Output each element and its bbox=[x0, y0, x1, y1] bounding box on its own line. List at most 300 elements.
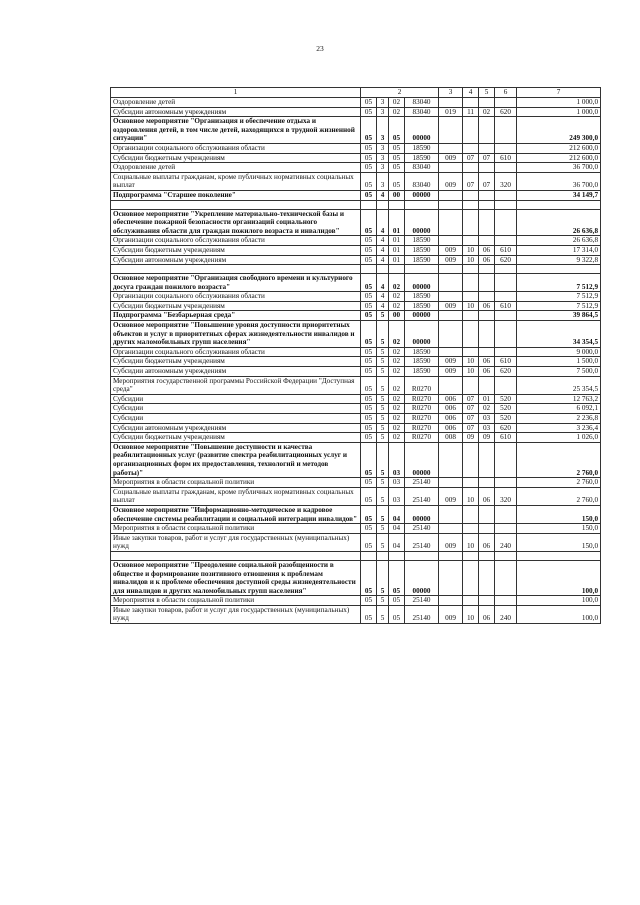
code-direction: R0270 bbox=[405, 414, 439, 424]
row-amount: 150,0 bbox=[517, 505, 601, 523]
spacer-cell bbox=[495, 265, 517, 274]
row-amount: 7 512,9 bbox=[517, 301, 601, 311]
code-direction: 00000 bbox=[405, 117, 439, 144]
table-row bbox=[111, 376, 601, 394]
row-name: Мероприятия в области социальной политики bbox=[111, 596, 361, 606]
code-subprogram: 5 bbox=[377, 433, 389, 443]
code-event: 02 bbox=[389, 376, 405, 394]
header-cell: 1 bbox=[111, 88, 361, 98]
table-row bbox=[111, 172, 601, 190]
code-expense-type bbox=[495, 292, 517, 302]
code-program: 05 bbox=[361, 605, 377, 623]
code-expense-type: 620 bbox=[495, 367, 517, 377]
table-row bbox=[111, 394, 601, 404]
code-section: 07 bbox=[463, 172, 479, 190]
spacer-cell bbox=[463, 551, 479, 560]
row-amount: 7 500,0 bbox=[517, 367, 601, 377]
code-subprogram: 5 bbox=[377, 311, 389, 321]
code-subsection bbox=[479, 98, 495, 108]
code-subprogram: 5 bbox=[377, 442, 389, 477]
code-expense-type: 320 bbox=[495, 487, 517, 505]
spacer-cell bbox=[495, 551, 517, 560]
spacer-cell bbox=[405, 265, 439, 274]
code-section bbox=[463, 347, 479, 357]
code-program: 05 bbox=[361, 533, 377, 551]
table-row bbox=[111, 414, 601, 424]
table-row bbox=[111, 292, 601, 302]
row-name: Основное мероприятие "Укрепление материально-технической базы и обеспечение пожарной безопасности организаций социального обслуживания области для граждан пожилого возраста и инвалидов" bbox=[111, 209, 361, 236]
table-row bbox=[111, 357, 601, 367]
code-direction: 83040 bbox=[405, 172, 439, 190]
code-program: 05 bbox=[361, 163, 377, 173]
row-name: Подпрограмма "Безбарьерная среда" bbox=[111, 311, 361, 321]
code-event: 05 bbox=[389, 596, 405, 606]
code-event: 02 bbox=[389, 347, 405, 357]
spacer-cell bbox=[517, 551, 601, 560]
row-name: Мероприятия в области социальной политики bbox=[111, 478, 361, 488]
row-name: Организации социального обслуживания области bbox=[111, 236, 361, 246]
code-section: 09 bbox=[463, 433, 479, 443]
code-section bbox=[463, 190, 479, 200]
header-cell: 7 bbox=[517, 88, 601, 98]
row-amount: 17 314,0 bbox=[517, 245, 601, 255]
row-amount: 36 700,0 bbox=[517, 172, 601, 190]
code-expense-type bbox=[495, 478, 517, 488]
code-event: 03 bbox=[389, 478, 405, 488]
code-direction: 18590 bbox=[405, 301, 439, 311]
code-expense-type bbox=[495, 274, 517, 292]
code-subsection: 06 bbox=[479, 605, 495, 623]
spacer-row bbox=[111, 551, 601, 560]
row-name: Основное мероприятие "Информационно-методическое и кадровое обеспечение системы реабилитации и социальной интеграции инвалидов" bbox=[111, 505, 361, 523]
code-direction: 00000 bbox=[405, 321, 439, 348]
spacer-cell bbox=[389, 265, 405, 274]
code-event: 01 bbox=[389, 236, 405, 246]
code-grbs: 009 bbox=[439, 487, 463, 505]
code-expense-type bbox=[495, 236, 517, 246]
code-subprogram: 4 bbox=[377, 301, 389, 311]
code-section bbox=[463, 209, 479, 236]
row-name: Субсидии бюджетным учреждениям bbox=[111, 245, 361, 255]
code-event: 04 bbox=[389, 533, 405, 551]
code-event: 02 bbox=[389, 98, 405, 108]
code-direction: 25140 bbox=[405, 487, 439, 505]
code-grbs bbox=[439, 292, 463, 302]
spacer-cell bbox=[389, 551, 405, 560]
code-grbs bbox=[439, 190, 463, 200]
table-row bbox=[111, 442, 601, 477]
code-program: 05 bbox=[361, 255, 377, 265]
row-amount: 2 760,0 bbox=[517, 487, 601, 505]
code-direction: 00000 bbox=[405, 274, 439, 292]
code-section: 07 bbox=[463, 404, 479, 414]
code-direction: 00000 bbox=[405, 442, 439, 477]
code-subsection bbox=[479, 560, 495, 595]
row-name: Социальные выплаты гражданам, кроме публичных нормативных социальных выплат bbox=[111, 487, 361, 505]
row-name: Субсидии bbox=[111, 414, 361, 424]
code-section bbox=[463, 560, 479, 595]
code-subprogram: 5 bbox=[377, 524, 389, 534]
code-direction: 25140 bbox=[405, 478, 439, 488]
row-name: Основное мероприятие "Организация и обеспечение отдыха и оздоровления детей, в том числе детей, находящихся в трудной жизненной ситуации" bbox=[111, 117, 361, 144]
code-grbs bbox=[439, 163, 463, 173]
code-subprogram: 5 bbox=[377, 423, 389, 433]
code-subprogram: 3 bbox=[377, 107, 389, 117]
header-cell: 4 bbox=[463, 88, 479, 98]
table-header-row bbox=[111, 88, 601, 98]
row-amount: 100,0 bbox=[517, 560, 601, 595]
code-grbs bbox=[439, 209, 463, 236]
spacer-cell bbox=[361, 551, 377, 560]
code-direction: 18590 bbox=[405, 347, 439, 357]
budget-table bbox=[110, 87, 601, 624]
row-name: Мероприятия в области социальной политики bbox=[111, 524, 361, 534]
code-subprogram: 4 bbox=[377, 255, 389, 265]
code-expense-type: 240 bbox=[495, 605, 517, 623]
code-direction: 18590 bbox=[405, 255, 439, 265]
row-amount: 26 636,8 bbox=[517, 236, 601, 246]
row-name: Оздоровление детей bbox=[111, 98, 361, 108]
code-grbs: 008 bbox=[439, 433, 463, 443]
code-event: 02 bbox=[389, 404, 405, 414]
code-event: 05 bbox=[389, 143, 405, 153]
row-amount: 2 760,0 bbox=[517, 478, 601, 488]
code-section bbox=[463, 98, 479, 108]
code-grbs: 006 bbox=[439, 404, 463, 414]
code-direction: R0270 bbox=[405, 394, 439, 404]
code-grbs: 009 bbox=[439, 357, 463, 367]
row-name: Субсидии автономным учреждениям bbox=[111, 423, 361, 433]
code-event: 05 bbox=[389, 163, 405, 173]
row-amount: 39 864,5 bbox=[517, 311, 601, 321]
code-grbs bbox=[439, 505, 463, 523]
code-expense-type bbox=[495, 117, 517, 144]
code-subprogram: 4 bbox=[377, 236, 389, 246]
spacer-cell bbox=[479, 200, 495, 209]
row-name: Основное мероприятие "Повышение уровня доступности приоритетных объектов и услуг в приоритетных сферах жизнедеятельности инвалидов и других маломобильных групп населения" bbox=[111, 321, 361, 348]
spacer-cell bbox=[377, 551, 389, 560]
code-subsection bbox=[479, 117, 495, 144]
code-direction: 18590 bbox=[405, 153, 439, 163]
code-subprogram: 3 bbox=[377, 172, 389, 190]
row-name: Субсидии бюджетным учреждениям bbox=[111, 153, 361, 163]
code-event: 04 bbox=[389, 505, 405, 523]
code-subsection bbox=[479, 311, 495, 321]
row-name: Субсидии bbox=[111, 404, 361, 414]
code-grbs: 019 bbox=[439, 107, 463, 117]
code-subsection bbox=[479, 376, 495, 394]
code-event: 02 bbox=[389, 357, 405, 367]
code-event: 02 bbox=[389, 394, 405, 404]
code-program: 05 bbox=[361, 394, 377, 404]
code-expense-type bbox=[495, 596, 517, 606]
code-section: 10 bbox=[463, 605, 479, 623]
code-section: 07 bbox=[463, 153, 479, 163]
code-grbs: 009 bbox=[439, 153, 463, 163]
row-amount: 36 700,0 bbox=[517, 163, 601, 173]
code-subsection: 09 bbox=[479, 433, 495, 443]
code-program: 05 bbox=[361, 505, 377, 523]
code-expense-type: 620 bbox=[495, 423, 517, 433]
table-row bbox=[111, 311, 601, 321]
code-direction: 18590 bbox=[405, 245, 439, 255]
row-name: Оздоровление детей bbox=[111, 163, 361, 173]
code-grbs: 006 bbox=[439, 414, 463, 424]
spacer-cell bbox=[479, 265, 495, 274]
row-amount: 2 236,8 bbox=[517, 414, 601, 424]
spacer-cell bbox=[439, 551, 463, 560]
code-event: 02 bbox=[389, 274, 405, 292]
code-section bbox=[463, 596, 479, 606]
table-row bbox=[111, 478, 601, 488]
code-program: 05 bbox=[361, 301, 377, 311]
spacer-cell bbox=[111, 265, 361, 274]
table-row bbox=[111, 143, 601, 153]
spacer-cell bbox=[479, 551, 495, 560]
code-grbs bbox=[439, 117, 463, 144]
code-event: 02 bbox=[389, 367, 405, 377]
code-section bbox=[463, 274, 479, 292]
code-expense-type: 610 bbox=[495, 153, 517, 163]
code-subprogram: 5 bbox=[377, 376, 389, 394]
code-subsection bbox=[479, 478, 495, 488]
row-amount: 150,0 bbox=[517, 533, 601, 551]
code-section: 10 bbox=[463, 367, 479, 377]
spacer-cell bbox=[377, 200, 389, 209]
row-name: Подпрограмма "Старшее поколение" bbox=[111, 190, 361, 200]
code-subprogram: 5 bbox=[377, 414, 389, 424]
code-direction: 25140 bbox=[405, 605, 439, 623]
code-program: 05 bbox=[361, 423, 377, 433]
spacer-cell bbox=[405, 551, 439, 560]
code-subprogram: 5 bbox=[377, 533, 389, 551]
code-expense-type bbox=[495, 347, 517, 357]
code-program: 05 bbox=[361, 209, 377, 236]
code-grbs: 009 bbox=[439, 367, 463, 377]
table-row bbox=[111, 524, 601, 534]
row-name: Основное мероприятие "Организация свободного времени и культурного досуга граждан пожилого возраста" bbox=[111, 274, 361, 292]
code-grbs bbox=[439, 478, 463, 488]
code-subsection bbox=[479, 274, 495, 292]
row-name: Субсидии bbox=[111, 394, 361, 404]
code-expense-type: 240 bbox=[495, 533, 517, 551]
code-grbs bbox=[439, 347, 463, 357]
code-program: 05 bbox=[361, 321, 377, 348]
code-event: 01 bbox=[389, 209, 405, 236]
row-amount: 1 000,0 bbox=[517, 98, 601, 108]
code-event: 05 bbox=[389, 153, 405, 163]
code-subprogram: 4 bbox=[377, 209, 389, 236]
code-expense-type: 610 bbox=[495, 301, 517, 311]
code-subsection: 03 bbox=[479, 414, 495, 424]
code-program: 05 bbox=[361, 404, 377, 414]
row-name: Субсидии бюджетным учреждениям bbox=[111, 357, 361, 367]
code-subsection bbox=[479, 321, 495, 348]
table-row bbox=[111, 245, 601, 255]
code-event: 02 bbox=[389, 423, 405, 433]
code-grbs bbox=[439, 376, 463, 394]
row-amount: 9 000,0 bbox=[517, 347, 601, 357]
code-direction: 83040 bbox=[405, 163, 439, 173]
table-row bbox=[111, 505, 601, 523]
code-direction: 18590 bbox=[405, 292, 439, 302]
table-row bbox=[111, 433, 601, 443]
code-direction: 00000 bbox=[405, 311, 439, 321]
code-expense-type bbox=[495, 163, 517, 173]
code-section: 10 bbox=[463, 533, 479, 551]
code-section bbox=[463, 117, 479, 144]
code-program: 05 bbox=[361, 367, 377, 377]
code-section bbox=[463, 143, 479, 153]
code-event: 05 bbox=[389, 117, 405, 144]
code-expense-type bbox=[495, 143, 517, 153]
row-amount: 1 000,0 bbox=[517, 107, 601, 117]
row-amount: 9 322,8 bbox=[517, 255, 601, 265]
code-expense-type: 320 bbox=[495, 172, 517, 190]
row-name: Субсидии автономным учреждениям bbox=[111, 255, 361, 265]
code-event: 04 bbox=[389, 524, 405, 534]
table-row bbox=[111, 274, 601, 292]
code-program: 05 bbox=[361, 117, 377, 144]
header-cell: 6 bbox=[495, 88, 517, 98]
code-program: 05 bbox=[361, 524, 377, 534]
code-grbs bbox=[439, 311, 463, 321]
code-section: 07 bbox=[463, 394, 479, 404]
code-program: 05 bbox=[361, 347, 377, 357]
code-section: 10 bbox=[463, 245, 479, 255]
code-subprogram: 5 bbox=[377, 605, 389, 623]
table-row bbox=[111, 347, 601, 357]
table-row bbox=[111, 487, 601, 505]
row-name: Мероприятия государственной программы Российской Федерации "Доступная среда" bbox=[111, 376, 361, 394]
code-expense-type bbox=[495, 505, 517, 523]
code-direction: 25140 bbox=[405, 596, 439, 606]
code-expense-type bbox=[495, 190, 517, 200]
code-program: 05 bbox=[361, 376, 377, 394]
spacer-row bbox=[111, 200, 601, 209]
code-expense-type: 610 bbox=[495, 357, 517, 367]
code-subprogram: 5 bbox=[377, 347, 389, 357]
code-section: 11 bbox=[463, 107, 479, 117]
row-name: Иные закупки товаров, работ и услуг для государственных (муниципальных) нужд bbox=[111, 533, 361, 551]
row-amount: 25 354,5 bbox=[517, 376, 601, 394]
row-amount: 100,0 bbox=[517, 605, 601, 623]
code-subsection bbox=[479, 292, 495, 302]
code-expense-type: 520 bbox=[495, 414, 517, 424]
code-section: 10 bbox=[463, 487, 479, 505]
code-grbs bbox=[439, 596, 463, 606]
spacer-cell bbox=[439, 200, 463, 209]
table-row bbox=[111, 404, 601, 414]
code-grbs: 009 bbox=[439, 255, 463, 265]
code-event: 02 bbox=[389, 292, 405, 302]
code-program: 05 bbox=[361, 478, 377, 488]
table-row bbox=[111, 163, 601, 173]
code-subsection: 06 bbox=[479, 487, 495, 505]
table-row bbox=[111, 367, 601, 377]
code-subsection: 02 bbox=[479, 404, 495, 414]
code-event: 03 bbox=[389, 442, 405, 477]
row-amount: 1 500,0 bbox=[517, 357, 601, 367]
code-subprogram: 3 bbox=[377, 153, 389, 163]
code-direction: 18590 bbox=[405, 367, 439, 377]
row-name: Организации социального обслуживания области bbox=[111, 347, 361, 357]
code-subprogram: 5 bbox=[377, 367, 389, 377]
code-expense-type: 610 bbox=[495, 433, 517, 443]
code-expense-type: 520 bbox=[495, 404, 517, 414]
code-section bbox=[463, 292, 479, 302]
table-row bbox=[111, 301, 601, 311]
code-section bbox=[463, 236, 479, 246]
row-amount: 212 600,0 bbox=[517, 153, 601, 163]
row-amount: 7 512,9 bbox=[517, 292, 601, 302]
code-expense-type: 620 bbox=[495, 107, 517, 117]
row-amount: 1 026,0 bbox=[517, 433, 601, 443]
code-subprogram: 4 bbox=[377, 274, 389, 292]
code-expense-type bbox=[495, 321, 517, 348]
code-grbs bbox=[439, 524, 463, 534]
row-amount: 26 636,8 bbox=[517, 209, 601, 236]
code-subprogram: 5 bbox=[377, 321, 389, 348]
code-subsection: 03 bbox=[479, 423, 495, 433]
code-section bbox=[463, 376, 479, 394]
code-direction: 18590 bbox=[405, 143, 439, 153]
row-name: Организации социального обслуживания области bbox=[111, 292, 361, 302]
code-expense-type: 620 bbox=[495, 255, 517, 265]
code-section: 10 bbox=[463, 301, 479, 311]
code-subsection bbox=[479, 347, 495, 357]
code-program: 05 bbox=[361, 357, 377, 367]
code-expense-type bbox=[495, 98, 517, 108]
header-cell: 2 bbox=[361, 88, 439, 98]
code-section bbox=[463, 442, 479, 477]
row-name: Организации социального обслуживания области bbox=[111, 143, 361, 153]
code-subprogram: 3 bbox=[377, 98, 389, 108]
row-name: Основное мероприятие "Преодоление социальной разобщенности в обществе и формирование позитивного отношения к проблемам инвалидов и к проблеме обеспечения доступной среды жизнедеятельности для инвалидов и других маломобильных групп населения" bbox=[111, 560, 361, 595]
code-subprogram: 3 bbox=[377, 163, 389, 173]
code-event: 02 bbox=[389, 414, 405, 424]
code-subsection bbox=[479, 236, 495, 246]
code-grbs: 009 bbox=[439, 533, 463, 551]
code-direction: R0270 bbox=[405, 433, 439, 443]
code-grbs: 009 bbox=[439, 301, 463, 311]
code-program: 05 bbox=[361, 487, 377, 505]
code-subsection: 06 bbox=[479, 301, 495, 311]
code-event: 01 bbox=[389, 255, 405, 265]
code-direction: 00000 bbox=[405, 505, 439, 523]
code-direction: 18590 bbox=[405, 236, 439, 246]
code-expense-type: 520 bbox=[495, 394, 517, 404]
code-event: 05 bbox=[389, 560, 405, 595]
row-amount: 249 300,0 bbox=[517, 117, 601, 144]
spacer-cell bbox=[495, 200, 517, 209]
table-row bbox=[111, 190, 601, 200]
code-event: 02 bbox=[389, 301, 405, 311]
code-direction: 25140 bbox=[405, 524, 439, 534]
row-name: Субсидии автономным учреждениям bbox=[111, 107, 361, 117]
row-name: Субсидии бюджетным учреждениям bbox=[111, 301, 361, 311]
table-row bbox=[111, 107, 601, 117]
code-subsection: 07 bbox=[479, 153, 495, 163]
code-event: 00 bbox=[389, 311, 405, 321]
code-subprogram: 3 bbox=[377, 143, 389, 153]
code-program: 05 bbox=[361, 414, 377, 424]
code-direction: 83040 bbox=[405, 98, 439, 108]
code-section bbox=[463, 478, 479, 488]
code-program: 05 bbox=[361, 442, 377, 477]
code-direction: 25140 bbox=[405, 533, 439, 551]
page-number: 23 bbox=[316, 44, 324, 53]
